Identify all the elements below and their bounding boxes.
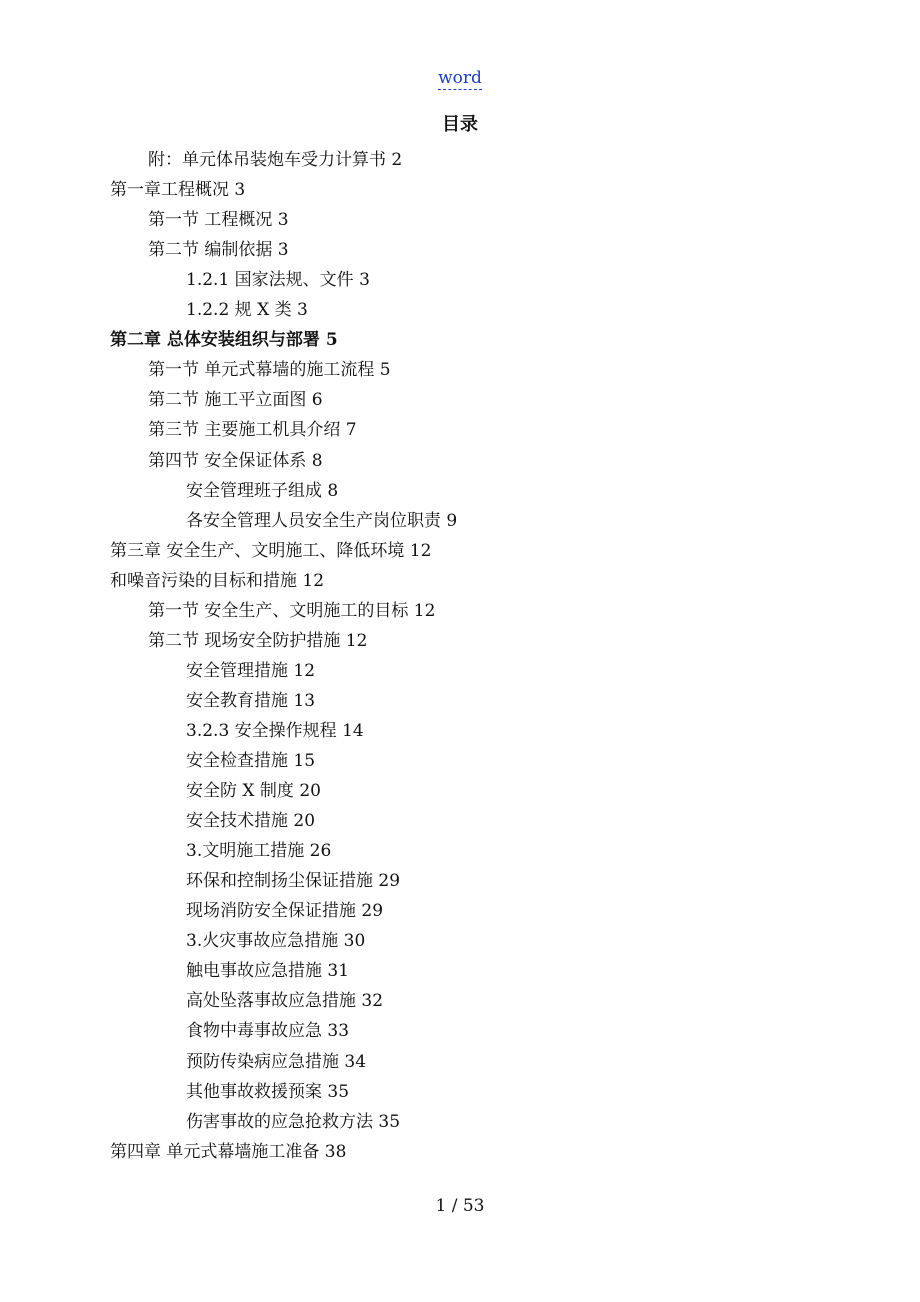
toc-entry[interactable]: 安全防 X 制度 20 (186, 781, 321, 801)
header-word-link[interactable] (0, 68, 920, 88)
toc-entry[interactable]: 触电事故应急措施 31 (186, 961, 350, 981)
toc-entry[interactable]: 1.2.2 规 X 类 3 (186, 300, 308, 320)
page-number: 1 / 53 (435, 1196, 485, 1216)
toc-entry[interactable]: 现场消防安全保证措施 29 (186, 901, 384, 921)
toc-entry[interactable]: 和噪音污染的目标和措施 12 (110, 571, 325, 591)
toc-entry[interactable]: 第四节 安全保证体系 8 (148, 451, 323, 471)
toc-entry[interactable]: 附：单元体吊装炮车受力计算书 2 (148, 150, 403, 170)
toc-entry[interactable]: 第三章 安全生产、文明施工、降低环境 12 (110, 541, 432, 561)
toc-entry[interactable]: 安全技术措施 20 (186, 811, 316, 831)
toc-entry[interactable]: 第二节 施工平立面图 6 (148, 390, 323, 410)
toc-entry[interactable]: 环保和控制扬尘保证措施 29 (186, 871, 401, 891)
toc-entry[interactable]: 第一节 安全生产、文明施工的目标 12 (148, 601, 436, 621)
toc-entry[interactable]: 第三节 主要施工机具介绍 7 (148, 420, 357, 440)
toc-entry[interactable]: 第一节 工程概况 3 (148, 210, 289, 230)
toc-entry[interactable]: 高处坠落事故应急措施 32 (186, 991, 384, 1011)
toc-entry[interactable]: 其他事故救援预案 35 (186, 1082, 350, 1102)
toc-entry[interactable]: 1.2.1 国家法规、文件 3 (186, 270, 370, 290)
toc-entry[interactable]: 伤害事故的应急抢救方法 35 (186, 1112, 401, 1132)
toc-entry[interactable]: 3.2.3 安全操作规程 14 (186, 721, 364, 741)
toc-entry[interactable]: 安全教育措施 13 (186, 691, 316, 711)
toc-entry[interactable]: 安全管理班子组成 8 (186, 481, 339, 501)
toc-entry[interactable]: 食物中毒事故应急 33 (186, 1021, 350, 1041)
toc-entry[interactable]: 预防传染病应急措施 34 (186, 1052, 367, 1072)
toc-entry[interactable]: 第二节 现场安全防护措施 12 (148, 631, 368, 651)
header-link-text[interactable]: word (438, 68, 482, 88)
toc-entry[interactable]: 3.火灾事故应急措施 30 (186, 931, 366, 951)
toc-entry[interactable]: 各安全管理人员安全生产岗位职责 9 (186, 511, 458, 531)
toc-entry[interactable]: 第一章工程概况 3 (110, 180, 246, 200)
toc-entry[interactable]: 安全检查措施 15 (186, 751, 316, 771)
toc-title: 目录 (442, 114, 478, 135)
toc-entry[interactable]: 第二章 总体安装组织与部署 5 (110, 330, 338, 350)
toc-entry[interactable]: 第一节 单元式幕墙的施工流程 5 (148, 360, 391, 380)
toc-entry[interactable]: 3.文明施工措施 26 (186, 841, 332, 861)
toc-entry[interactable]: 安全管理措施 12 (186, 661, 316, 681)
toc-entry[interactable]: 第四章 单元式幕墙施工准备 38 (110, 1142, 347, 1162)
toc-entry[interactable]: 第二节 编制依据 3 (148, 240, 289, 260)
